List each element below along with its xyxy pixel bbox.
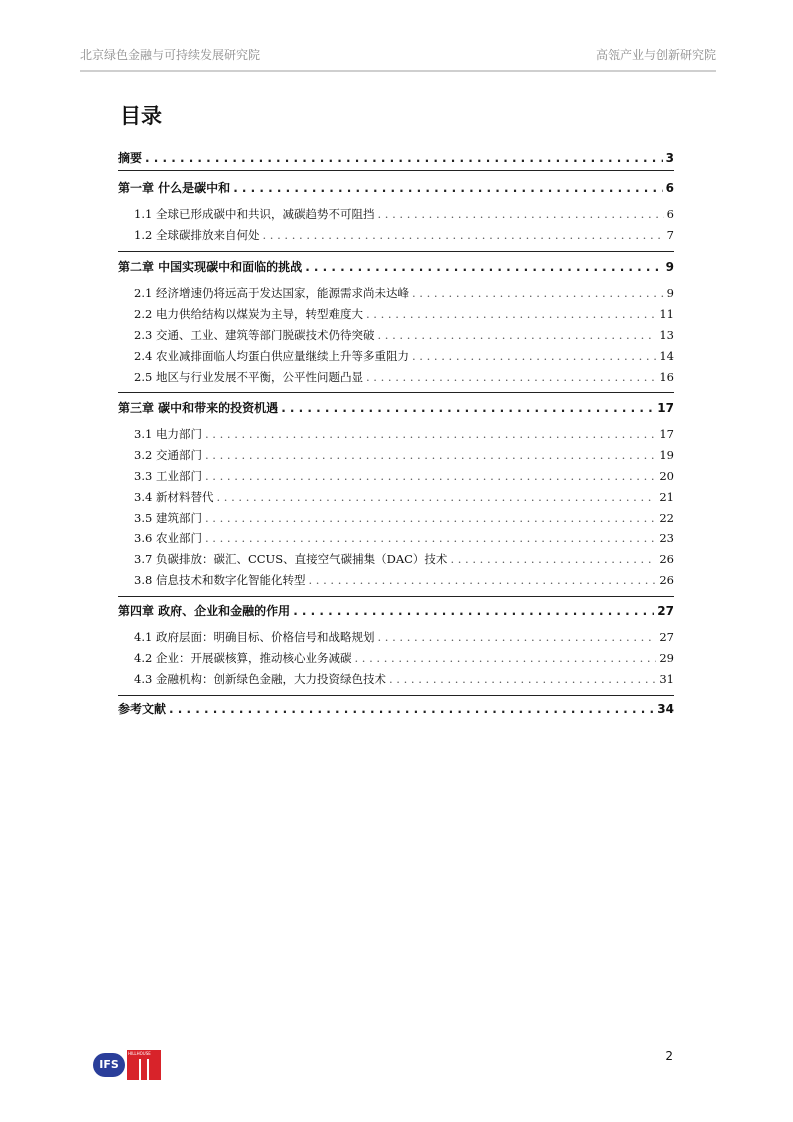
toc-page-number: 26 — [659, 573, 674, 587]
toc-entry-section-3-6[interactable] — [134, 530, 674, 546]
toc-page-number: 21 — [659, 490, 674, 504]
toc-label: 2.3 交通、工业、建筑等部门脱碳技术仍待突破 — [134, 328, 375, 342]
hillhouse-logo — [127, 1050, 161, 1080]
toc-entry-section-3-1[interactable] — [134, 426, 674, 442]
toc-leader — [205, 448, 656, 462]
toc-leader — [293, 604, 654, 618]
toc-leader — [305, 260, 662, 274]
toc-entry-section-3-7[interactable] — [134, 551, 674, 567]
toc-label: 3.2 交通部门 — [134, 448, 202, 462]
toc-leader — [205, 469, 656, 483]
ifs-logo: IFS — [93, 1053, 125, 1077]
toc-page-number: 26 — [659, 552, 674, 566]
toc-leader — [281, 401, 654, 415]
toc-page-number: 22 — [659, 511, 674, 525]
toc-label: 1.2 全球碳排放来自何处 — [134, 228, 260, 242]
toc-page-number: 7 — [666, 228, 674, 242]
toc-entry-section-2-4[interactable] — [134, 348, 674, 364]
toc-entry-section-4-1[interactable] — [134, 629, 674, 645]
toc-leader — [366, 370, 656, 384]
toc-divider — [118, 251, 674, 252]
toc-entry-chapter-3[interactable] — [118, 399, 674, 416]
toc-page-number: 11 — [659, 307, 674, 321]
toc-entry-section-2-1[interactable] — [134, 285, 674, 301]
toc-label: 第四章 政府、企业和金融的作用 — [118, 604, 291, 618]
toc-label: 第一章 什么是碳中和 — [118, 181, 231, 195]
toc-leader — [205, 511, 656, 525]
toc-entry-chapter-2[interactable] — [118, 258, 674, 275]
toc-label: 第二章 中国实现碳中和面临的挑战 — [118, 260, 303, 274]
toc-entry-section-2-3[interactable] — [134, 327, 674, 343]
toc-label: 3.5 建筑部门 — [134, 511, 202, 525]
toc-leader — [377, 630, 656, 644]
toc-label: 3.7 负碳排放：碳汇、CCUS、直接空气碳捕集（DAC）技术 — [134, 552, 448, 566]
toc-leader — [262, 228, 663, 242]
toc-leader — [450, 552, 656, 566]
toc-page-number: 14 — [659, 349, 674, 363]
toc-page-number: 17 — [657, 401, 674, 415]
toc-divider — [118, 392, 674, 393]
toc-entry-section-1-1[interactable] — [134, 206, 674, 222]
toc-label: 3.4 新材料替代 — [134, 490, 214, 504]
toc-leader — [412, 349, 656, 363]
toc-leader — [354, 651, 656, 665]
toc-page-number: 31 — [659, 672, 674, 686]
toc-leader — [377, 328, 656, 342]
page-number: 2 — [665, 1049, 673, 1063]
toc-label: 1.1 全球已形成碳中和共识，减碳趋势不可阻挡 — [134, 207, 375, 221]
toc-entry-chapter-4[interactable] — [118, 602, 674, 619]
toc-label: 2.1 经济增速仍将远高于发达国家，能源需求尚未达峰 — [134, 286, 409, 300]
toc-label: 4.1 政府层面：明确目标、价格信号和战略规划 — [134, 630, 375, 644]
toc-leader — [145, 151, 663, 165]
toc-entry-section-3-3[interactable] — [134, 468, 674, 484]
toc-page-number: 29 — [659, 651, 674, 665]
toc-label: 参考文献 — [118, 702, 167, 716]
toc-entry-section-3-2[interactable] — [134, 447, 674, 463]
toc-page-number: 19 — [659, 448, 674, 462]
toc-entry-section-2-2[interactable] — [134, 306, 674, 322]
toc-label: 4.2 企业：开展碳核算，推动核心业务减碳 — [134, 651, 352, 665]
toc-leader — [377, 207, 663, 221]
toc-leader — [233, 181, 662, 195]
toc-entry-section-3-5[interactable] — [134, 510, 674, 526]
toc-entry-section-4-2[interactable] — [134, 650, 674, 666]
toc-page-number: 9 — [665, 260, 674, 274]
footer-logo — [93, 1050, 163, 1080]
toc-page-number: 3 — [665, 151, 674, 165]
hillhouse-mark-icon — [139, 1059, 149, 1080]
toc-leader — [216, 490, 656, 504]
toc-page-number: 27 — [659, 630, 674, 644]
toc-label: 2.5 地区与行业发展不平衡，公平性问题凸显 — [134, 370, 363, 384]
header-left-text: 北京绿色金融与可持续发展研究院 — [80, 48, 261, 62]
toc-entry-section-2-5[interactable] — [134, 369, 674, 385]
toc-page-number: 27 — [657, 604, 674, 618]
toc-page-number: 23 — [659, 531, 674, 545]
toc-label: 第三章 碳中和带来的投资机遇 — [118, 401, 279, 415]
toc-entry-references[interactable] — [118, 700, 674, 717]
toc-page-number: 13 — [659, 328, 674, 342]
toc-label: 2.4 农业减排面临人均蛋白供应量继续上升等多重阻力 — [134, 349, 409, 363]
toc-entry-chapter-1[interactable] — [118, 179, 674, 196]
toc-label: 2.2 电力供给结构以煤炭为主导，转型难度大 — [134, 307, 363, 321]
toc-label: 4.3 金融机构：创新绿色金融，大力投资绿色技术 — [134, 672, 386, 686]
toc-entry-abstract[interactable] — [118, 149, 674, 166]
hillhouse-logo-text: HILLHOUSE — [128, 1051, 151, 1056]
toc-leader — [205, 427, 656, 441]
toc-label: 3.8 信息技术和数字化智能化转型 — [134, 573, 306, 587]
toc-page-number: 6 — [666, 207, 674, 221]
toc-divider — [118, 596, 674, 597]
toc-leader — [366, 307, 656, 321]
page-header — [80, 44, 716, 72]
toc-entry-section-3-4[interactable] — [134, 489, 674, 505]
toc-entry-section-4-3[interactable] — [134, 671, 674, 687]
toc-page-number: 17 — [659, 427, 674, 441]
toc-entry-section-1-2[interactable] — [134, 227, 674, 243]
toc-title: 目录 — [120, 104, 162, 128]
toc-page-number: 6 — [665, 181, 674, 195]
toc-divider — [118, 695, 674, 696]
toc-divider — [118, 170, 674, 171]
toc-leader — [412, 286, 664, 300]
toc-page-number: 20 — [659, 469, 674, 483]
toc-page-number: 16 — [659, 370, 674, 384]
toc-page-number: 34 — [657, 702, 674, 716]
toc-page-number: 9 — [666, 286, 674, 300]
toc-leader — [205, 531, 656, 545]
toc-leader — [389, 672, 656, 686]
toc-label: 摘要 — [118, 151, 143, 165]
toc-entry-section-3-8[interactable] — [134, 572, 674, 588]
toc-label: 3.1 电力部门 — [134, 427, 202, 441]
header-right-text: 高瓴产业与创新研究院 — [595, 48, 716, 62]
toc-label: 3.6 农业部门 — [134, 531, 202, 545]
toc-label: 3.3 工业部门 — [134, 469, 202, 483]
toc-leader — [308, 573, 656, 587]
toc-leader — [169, 702, 654, 716]
